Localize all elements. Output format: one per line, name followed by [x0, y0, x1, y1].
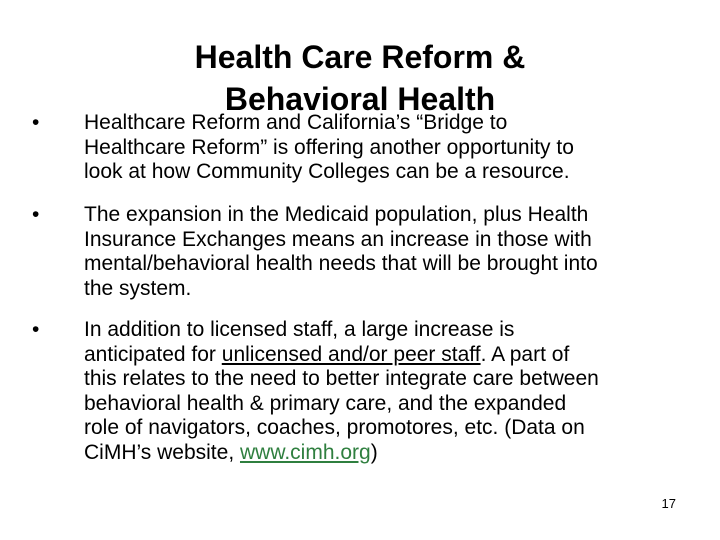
bullet-3-line-4: behavioral health & primary care, and the expanded [84, 391, 567, 415]
bullet-1-line-1: Healthcare Reform and California’s “Bridge to [84, 111, 508, 134]
bullet-2-line-4: the system. [84, 276, 192, 300]
bullet-3-line-1: In addition to licensed staff, a large increase is [84, 318, 515, 341]
bullet-dot: • [32, 318, 40, 341]
page-number: 17 [661, 496, 676, 511]
bullet-3-line-2-prefix: anticipated for [84, 342, 222, 366]
bullet-1-line-2: Healthcare Reform” is offering another opportunity to [84, 135, 574, 159]
slide-title [100, 36, 620, 120]
bullet-1-line-3: look at how Community Colleges can be a resource. [84, 160, 570, 183]
bullet-2 [32, 203, 702, 301]
bullet-3-line-6 [32, 441, 702, 466]
bullet-3 [32, 318, 702, 465]
bullet-2-line-1: The expansion in the Medicaid population, plus Health [84, 203, 589, 226]
bullet-2-line-3: mental/behavioral health needs that will be brought into [84, 252, 598, 275]
bullet-3-line-6-suffix: ) [370, 440, 378, 464]
underlined-phrase: unlicensed and/or peer staff [221, 342, 481, 366]
bullet-3-line-5: role of navigators, coaches, promotores, etc. (Data on [84, 416, 585, 439]
cimh-website-link[interactable]: www.cimh.org [239, 440, 371, 464]
bullet-dot: • [32, 111, 40, 134]
bullet-3-line-2 [32, 343, 702, 368]
bullet-3-line-3: this relates to the need to better integrate care between [84, 367, 599, 390]
bullet-3-line-6-prefix: CiMH’s website, [84, 440, 240, 464]
bullet-3-line-2-suffix: . A part of [480, 342, 570, 366]
bullet-dot: • [32, 203, 40, 226]
title-line-1: Health Care Reform & [194, 39, 526, 75]
bullet-1 [32, 111, 702, 185]
title-line-2: Behavioral Health [224, 81, 496, 117]
bullet-2-line-2: Insurance Exchanges means an increase in those with [84, 227, 592, 251]
